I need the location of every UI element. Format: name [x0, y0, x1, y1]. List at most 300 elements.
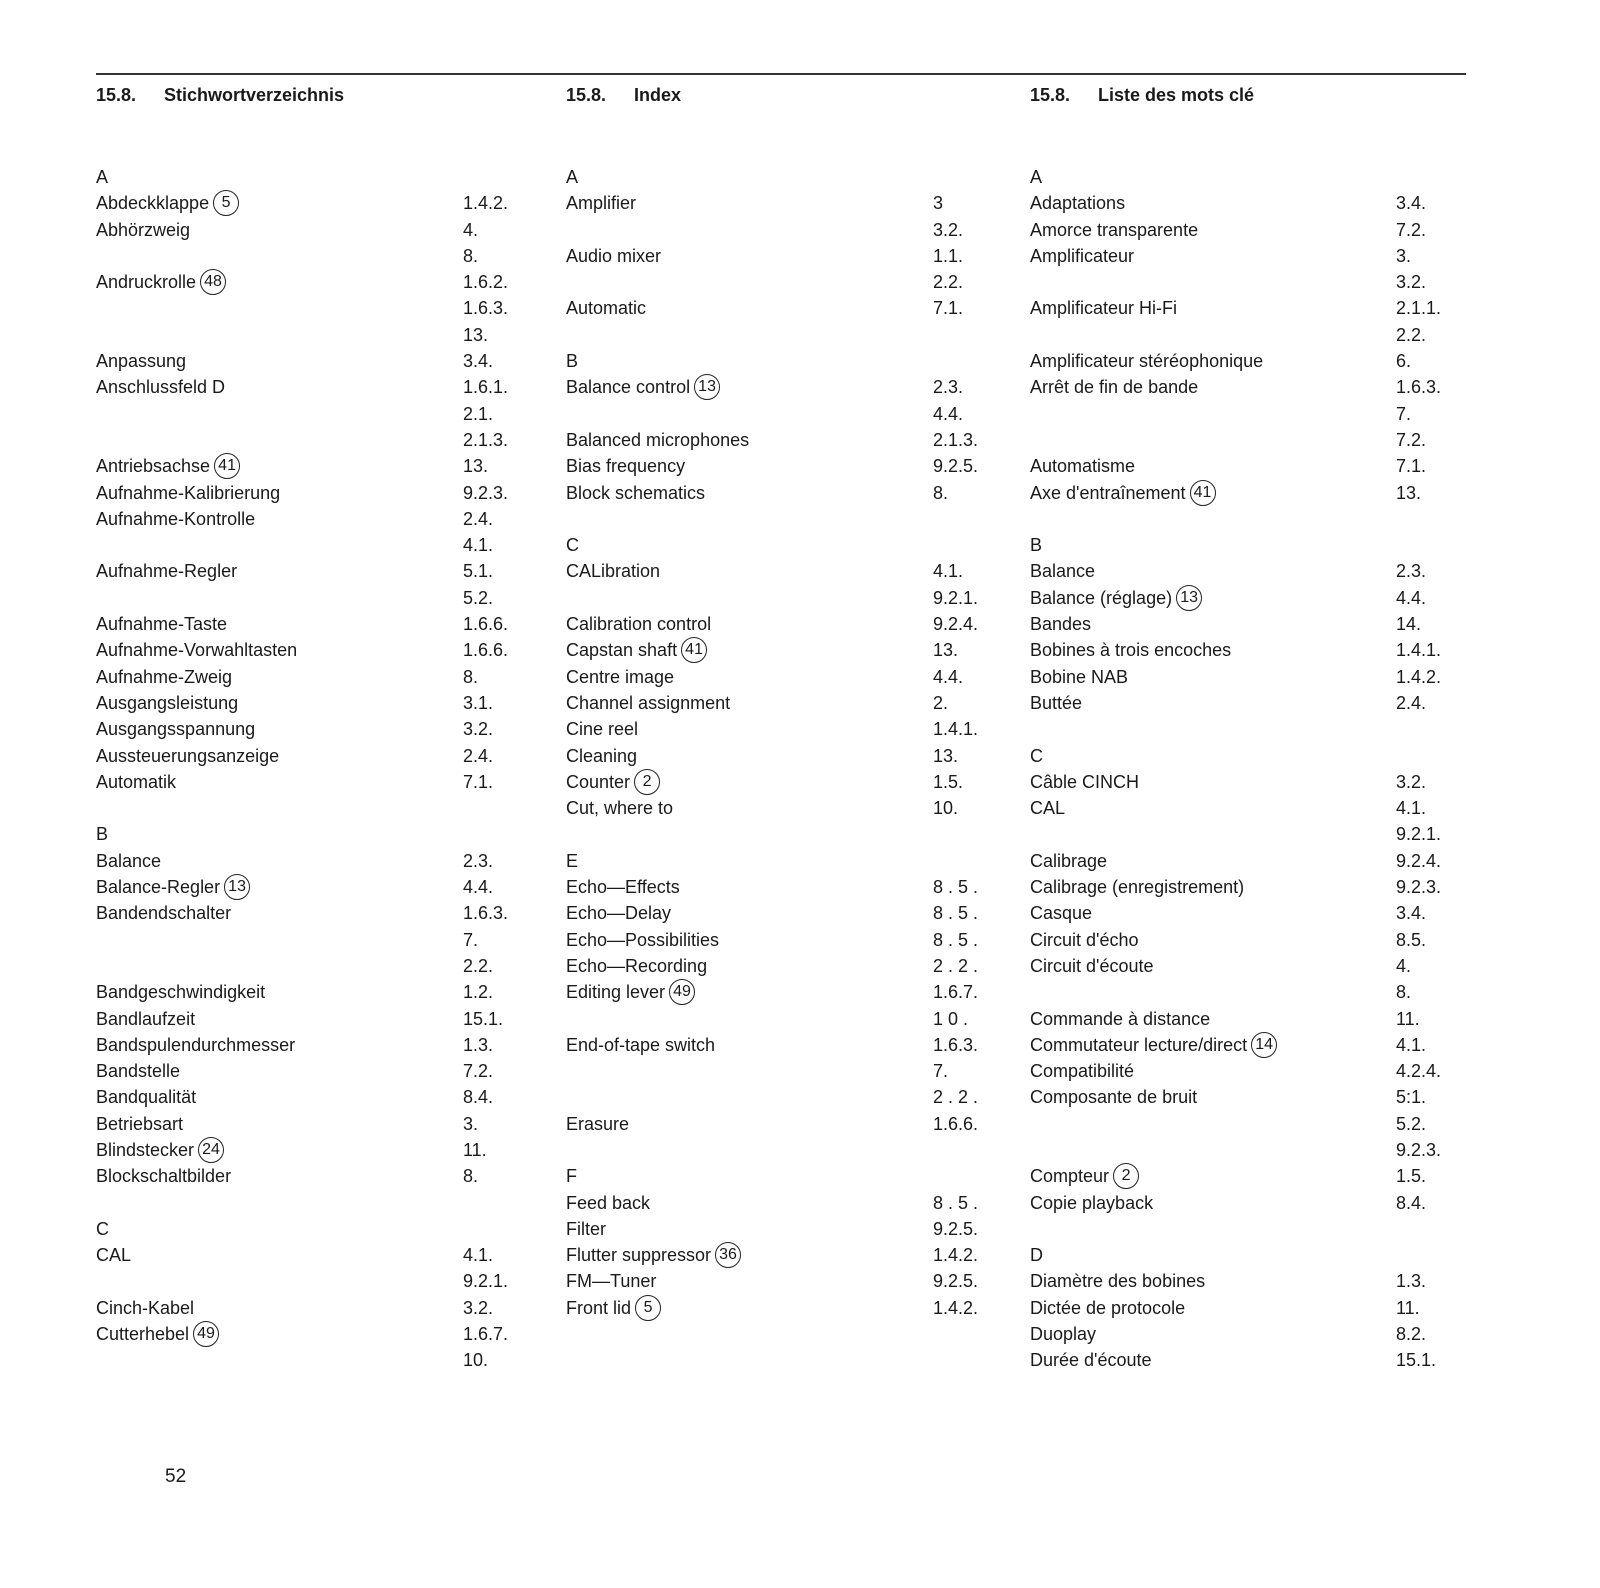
- section-reference: 9.2.3.: [463, 482, 509, 503]
- index-column-english: [566, 80, 986, 1321]
- index-entry: [566, 1058, 986, 1084]
- index-column-french: [1030, 80, 1470, 1374]
- section-reference: 2.3.: [463, 850, 494, 871]
- index-entry: [96, 1137, 526, 1163]
- index-term: F: [566, 1166, 577, 1187]
- section-number: 15.8.: [1030, 85, 1071, 105]
- index-term: Circuit d'écoute: [1030, 955, 1154, 976]
- index-letter-heading: [1030, 743, 1470, 769]
- section-reference: 7.: [933, 1061, 949, 1082]
- index-entry: [566, 953, 986, 979]
- section-reference: 2.1.1.: [1396, 298, 1442, 319]
- index-entry: [96, 1084, 526, 1110]
- index-term: Balance (réglage): [1030, 587, 1173, 608]
- section-reference: 8.2.: [1396, 1324, 1427, 1345]
- section-reference: 3.4.: [1396, 193, 1427, 214]
- index-term: Feed back: [566, 1192, 651, 1213]
- section-reference: 7.2.: [463, 1061, 494, 1082]
- index-letter-heading: [1030, 164, 1470, 190]
- section-reference: 7.: [463, 929, 479, 950]
- section-reference: 3.2.: [1396, 272, 1427, 293]
- section-reference: 8.: [463, 245, 479, 266]
- index-term: Diamètre des bobines: [1030, 1271, 1206, 1292]
- section-heading: [1030, 80, 1470, 110]
- section-reference: 4.1.: [463, 1245, 494, 1266]
- index-entry: [566, 453, 986, 479]
- index-entry: [1030, 848, 1470, 874]
- index-term: D: [1030, 1245, 1043, 1266]
- index-term: B: [96, 824, 109, 845]
- index-term: CAL: [1030, 798, 1066, 819]
- section-reference: 2.1.3.: [933, 429, 979, 450]
- index-term: Erasure: [566, 1113, 630, 1134]
- index-entry: [1030, 979, 1470, 1005]
- index-term: Antriebsachse: [96, 456, 211, 477]
- index-term: Compatibilité: [1030, 1061, 1135, 1082]
- index-entry: [1030, 585, 1470, 611]
- section-reference: 1.5.: [933, 771, 964, 792]
- index-term: Câble CINCH: [1030, 771, 1140, 792]
- index-entry: [1030, 374, 1470, 400]
- index-term: Echo—Effects: [566, 877, 680, 898]
- section-reference: 3: [933, 193, 944, 214]
- index-entry: [566, 1242, 986, 1268]
- index-term: Echo—Recording: [566, 955, 708, 976]
- section-reference: 1.2.: [463, 982, 494, 1003]
- index-term: Andruckrolle: [96, 272, 197, 293]
- index-term: Aufnahme-Zweig: [96, 666, 233, 687]
- index-entry: [96, 1032, 526, 1058]
- section-reference: 1.6.7.: [463, 1324, 509, 1345]
- section-number: 15.8.: [96, 85, 137, 105]
- section-title: Index: [634, 85, 682, 105]
- index-entry: [96, 927, 526, 953]
- index-term: Buttée: [1030, 692, 1083, 713]
- index-term: FM—Tuner: [566, 1271, 657, 1292]
- index-term: Bandes: [1030, 614, 1092, 635]
- index-term: Channel assignment: [566, 692, 731, 713]
- section-reference: 4.4.: [933, 403, 964, 424]
- index-term: Circuit d'écho: [1030, 929, 1139, 950]
- index-entry: [96, 637, 526, 663]
- index-term: Bobine NAB: [1030, 666, 1129, 687]
- section-reference: 1.6.6.: [933, 1113, 979, 1134]
- index-entry: [1030, 1268, 1470, 1294]
- index-entry: [96, 1163, 526, 1189]
- index-letter-heading: [96, 821, 526, 847]
- section-heading: [566, 80, 986, 110]
- index-entry: [96, 848, 526, 874]
- index-entries: [566, 164, 986, 1321]
- index-letter-heading: [96, 1216, 526, 1242]
- section-reference: 2 . 2 .: [933, 955, 979, 976]
- section-reference: 4.1.: [463, 535, 494, 556]
- index-term: Bandlaufzeit: [96, 1008, 196, 1029]
- section-reference: 4.: [463, 219, 479, 240]
- index-entry: [96, 1190, 526, 1216]
- index-term: C: [566, 535, 579, 556]
- index-term: Amplificateur: [1030, 245, 1135, 266]
- section-reference: 8.: [463, 1166, 479, 1187]
- index-entry: [96, 532, 526, 558]
- section-reference: 2.1.3.: [463, 429, 509, 450]
- index-term: Balance control: [566, 377, 691, 398]
- index-term: Aufnahme-Regler: [96, 561, 238, 582]
- index-term: Balance-Regler: [96, 877, 221, 898]
- index-entry: [566, 821, 986, 847]
- index-entry: [566, 1216, 986, 1242]
- index-term: Arrêt de fin de bande: [1030, 377, 1199, 398]
- index-entry: [566, 874, 986, 900]
- index-term: Bias frequency: [566, 456, 686, 477]
- section-reference: 1.6.1.: [463, 377, 509, 398]
- index-term: Commande à distance: [1030, 1008, 1211, 1029]
- index-entry: [96, 558, 526, 584]
- index-term: Blindstecker: [96, 1139, 195, 1160]
- index-term: Cutterhebel: [96, 1324, 190, 1345]
- section-reference: 9.2.1.: [933, 587, 979, 608]
- callout-number-badge: 49: [193, 1321, 219, 1347]
- section-number: 15.8.: [566, 85, 607, 105]
- index-entry: [96, 1111, 526, 1137]
- index-letter-heading: [1030, 532, 1470, 558]
- section-reference: 2.2.: [463, 955, 494, 976]
- index-entry: [566, 690, 986, 716]
- index-entry: [1030, 1190, 1470, 1216]
- index-term: Casque: [1030, 903, 1093, 924]
- index-entry: [566, 795, 986, 821]
- index-entry: [96, 401, 526, 427]
- index-term: Automatic: [566, 298, 647, 319]
- section-reference: 15.1.: [463, 1008, 504, 1029]
- index-entry: [1030, 637, 1470, 663]
- index-term: CALibration: [566, 561, 661, 582]
- index-term: Cine reel: [566, 719, 639, 740]
- index-entry: [1030, 874, 1470, 900]
- index-term: Aufnahme-Vorwahltasten: [96, 640, 298, 661]
- index-entry: [96, 953, 526, 979]
- index-entry: [566, 217, 986, 243]
- index-entry: [1030, 953, 1470, 979]
- index-entry: [566, 1006, 986, 1032]
- index-entries: [1030, 164, 1470, 1374]
- index-entry: [1030, 243, 1470, 269]
- section-reference: 9.2.3.: [1396, 1139, 1442, 1160]
- index-entry: [1030, 401, 1470, 427]
- section-reference: 8 . 5 .: [933, 1192, 979, 1213]
- top-rule: [96, 73, 1466, 75]
- index-entry: [566, 190, 986, 216]
- index-entry: [1030, 558, 1470, 584]
- section-reference: 8 . 5 .: [933, 903, 979, 924]
- section-reference: 3.: [463, 1113, 479, 1134]
- index-term: B: [566, 351, 579, 372]
- callout-number-badge: 41: [1190, 480, 1216, 506]
- index-entry: [1030, 269, 1470, 295]
- index-entry: [1030, 1032, 1470, 1058]
- index-entry: [96, 874, 526, 900]
- section-reference: 1.6.6.: [463, 614, 509, 635]
- index-entry: [1030, 769, 1470, 795]
- section-reference: 2.2.: [1396, 324, 1427, 345]
- index-term: Anschlussfeld D: [96, 377, 226, 398]
- index-entry: [96, 480, 526, 506]
- index-entry: [96, 690, 526, 716]
- callout-number-badge: 13: [224, 874, 250, 900]
- index-entry: [96, 1347, 526, 1373]
- index-entry: [566, 558, 986, 584]
- index-entry: [566, 1111, 986, 1137]
- callout-number-badge: 2: [634, 769, 660, 795]
- index-term: Front lid: [566, 1297, 632, 1318]
- index-term: Axe d'entraînement: [1030, 482, 1186, 503]
- index-entry: [96, 506, 526, 532]
- callout-number-badge: 41: [681, 637, 707, 663]
- index-term: A: [96, 167, 109, 187]
- section-reference: 8.: [1396, 982, 1412, 1003]
- index-term: E: [566, 850, 579, 871]
- index-entry: [566, 506, 986, 532]
- index-entry: [566, 295, 986, 321]
- index-term: Compteur: [1030, 1166, 1110, 1187]
- index-term: Balance: [96, 850, 162, 871]
- index-entry: [1030, 611, 1470, 637]
- index-entry: [566, 374, 986, 400]
- section-reference: 9.2.3.: [1396, 877, 1442, 898]
- section-reference: 1.4.1.: [1396, 640, 1442, 661]
- section-reference: 4.4.: [463, 877, 494, 898]
- index-entry: [566, 401, 986, 427]
- index-term: Calibrage (enregistrement): [1030, 877, 1245, 898]
- index-entry: [1030, 795, 1470, 821]
- section-reference: 5.1.: [463, 561, 494, 582]
- index-term: Bandqualität: [96, 1087, 197, 1108]
- index-term: CAL: [96, 1245, 132, 1266]
- section-reference: 1.6.3.: [1396, 377, 1442, 398]
- section-reference: 9.2.1.: [463, 1271, 509, 1292]
- section-reference: 15.1.: [1396, 1350, 1437, 1371]
- index-term: Blockschaltbilder: [96, 1166, 232, 1187]
- index-term: Audio mixer: [566, 245, 662, 266]
- index-entry: [1030, 453, 1470, 479]
- index-entry: [96, 1268, 526, 1294]
- section-reference: 1.1.: [933, 245, 964, 266]
- index-term: Cinch-Kabel: [96, 1297, 195, 1318]
- index-letter-heading: [566, 1163, 986, 1189]
- section-reference: 1.6.3.: [933, 1034, 979, 1055]
- section-reference: 1.4.2.: [933, 1297, 979, 1318]
- index-term: Copie playback: [1030, 1192, 1154, 1213]
- index-entry: [1030, 506, 1470, 532]
- index-term: Amplificateur Hi-Fi: [1030, 298, 1178, 319]
- section-reference: 13.: [933, 640, 959, 661]
- index-entry: [96, 348, 526, 374]
- index-term: Filter: [566, 1218, 606, 1239]
- index-entry: [96, 1295, 526, 1321]
- index-letter-heading: [566, 348, 986, 374]
- index-letter-heading: [566, 532, 986, 558]
- section-reference: 1.4.2.: [463, 193, 509, 214]
- index-entry: [96, 585, 526, 611]
- index-entry: [96, 611, 526, 637]
- index-term: Composante de bruit: [1030, 1087, 1198, 1108]
- index-entry: [1030, 348, 1470, 374]
- section-reference: 1 0 .: [933, 1008, 969, 1029]
- callout-number-badge: 49: [669, 979, 695, 1005]
- index-entry: [96, 427, 526, 453]
- index-term: Ausgangsleistung: [96, 692, 239, 713]
- section-reference: 4.1.: [933, 561, 964, 582]
- section-reference: 8.: [933, 482, 949, 503]
- index-entries: [96, 164, 526, 1374]
- index-column-german: [96, 80, 526, 1374]
- section-reference: 4.1.: [1396, 798, 1427, 819]
- index-term: Durée d'écoute: [1030, 1350, 1152, 1371]
- section-reference: 2.1.: [463, 403, 494, 424]
- index-term: Bandstelle: [96, 1061, 181, 1082]
- index-entry: [566, 269, 986, 295]
- index-term: Balance: [1030, 561, 1096, 582]
- index-entry: [1030, 716, 1470, 742]
- section-reference: 5.2.: [463, 587, 494, 608]
- index-term: Dictée de protocole: [1030, 1297, 1186, 1318]
- index-entry: [96, 190, 526, 216]
- section-reference: 9.2.5.: [933, 1271, 979, 1292]
- section-reference: 3.4.: [1396, 903, 1427, 924]
- index-term: Anpassung: [96, 351, 187, 372]
- index-letter-heading: [96, 164, 526, 190]
- section-reference: 2.3.: [1396, 561, 1427, 582]
- callout-number-badge: 5: [213, 190, 239, 216]
- section-reference: 11.: [1396, 1297, 1420, 1318]
- section-reference: 1.6.3.: [463, 298, 509, 319]
- index-term: Calibrage: [1030, 850, 1108, 871]
- index-entry: [566, 1190, 986, 1216]
- index-entry: [1030, 217, 1470, 243]
- index-entry: [96, 1058, 526, 1084]
- section-reference: 4.: [1396, 955, 1412, 976]
- section-reference: 5:1.: [1396, 1087, 1427, 1108]
- index-term: Amplifier: [566, 193, 637, 214]
- section-reference: 5.2.: [1396, 1113, 1427, 1134]
- section-reference: 8.4.: [1396, 1192, 1427, 1213]
- index-entry: [1030, 1347, 1470, 1373]
- section-reference: 1.3.: [1396, 1271, 1427, 1292]
- index-letter-heading: [566, 848, 986, 874]
- index-term: Editing lever: [566, 982, 666, 1003]
- section-reference: 1.6.7.: [933, 982, 979, 1003]
- section-reference: 6.: [1396, 351, 1412, 372]
- index-term: Aufnahme-Kontrolle: [96, 508, 256, 529]
- callout-number-badge: 36: [715, 1242, 741, 1268]
- index-entry: [96, 1242, 526, 1268]
- section-reference: 13.: [1396, 482, 1422, 503]
- section-reference: 1.4.2.: [933, 1245, 979, 1266]
- section-reference: 1.6.2.: [463, 272, 509, 293]
- section-reference: 8 . 5 .: [933, 929, 979, 950]
- section-reference: 3.1.: [463, 692, 494, 713]
- section-reference: 7.1.: [1396, 456, 1427, 477]
- index-entry: [566, 1084, 986, 1110]
- index-entry: [566, 243, 986, 269]
- index-term: Automatik: [96, 771, 177, 792]
- index-entry: [96, 979, 526, 1005]
- index-entry: [566, 637, 986, 663]
- callout-number-badge: 13: [1176, 585, 1202, 611]
- section-reference: 1.6.6.: [463, 640, 509, 661]
- index-entry: [566, 769, 986, 795]
- callout-number-badge: 13: [694, 374, 720, 400]
- index-term: Bandspulendurchmesser: [96, 1034, 296, 1055]
- index-entry: [96, 269, 526, 295]
- index-letter-heading: [566, 164, 986, 190]
- callout-number-badge: 14: [1251, 1032, 1277, 1058]
- section-reference: 2.: [933, 692, 949, 713]
- callout-number-badge: 48: [200, 269, 226, 295]
- index-term: Bobines à trois encoches: [1030, 640, 1232, 661]
- index-entry: [96, 1321, 526, 1347]
- index-term: Balanced microphones: [566, 429, 750, 450]
- index-entry: [1030, 1163, 1470, 1189]
- callout-number-badge: 41: [214, 453, 240, 479]
- index-entry: [566, 427, 986, 453]
- index-term: Amplificateur stéréophonique: [1030, 351, 1264, 372]
- index-term: Abhörzweig: [96, 219, 191, 240]
- index-term: Cleaning: [566, 745, 638, 766]
- index-entry: [1030, 1111, 1470, 1137]
- section-reference: 13.: [933, 745, 959, 766]
- section-reference: 1.3.: [463, 1034, 494, 1055]
- callout-number-badge: 5: [635, 1295, 661, 1321]
- section-reference: 14.: [1396, 614, 1422, 635]
- section-reference: 8.5.: [1396, 929, 1427, 950]
- index-term: End-of-tape switch: [566, 1034, 716, 1055]
- index-entry: [96, 795, 526, 821]
- index-entry: [96, 900, 526, 926]
- section-reference: 8.: [463, 666, 479, 687]
- section-reference: 9.2.5.: [933, 456, 979, 477]
- section-reference: 11.: [463, 1139, 487, 1160]
- index-entry: [96, 1006, 526, 1032]
- index-term: Cut, where to: [566, 798, 674, 819]
- index-entry: [96, 374, 526, 400]
- index-entry: [1030, 1058, 1470, 1084]
- index-term: Echo—Possibilities: [566, 929, 720, 950]
- index-entry: [1030, 480, 1470, 506]
- index-entry: [1030, 900, 1470, 926]
- index-term: Bandgeschwindigkeit: [96, 982, 266, 1003]
- page-number: 52: [165, 1466, 187, 1487]
- index-entry: [1030, 1295, 1470, 1321]
- index-entry: [96, 243, 526, 269]
- index-entry: [566, 979, 986, 1005]
- index-term: Centre image: [566, 666, 675, 687]
- index-term: Aufnahme-Taste: [96, 614, 228, 635]
- index-entry: [96, 217, 526, 243]
- section-reference: 2.3.: [933, 377, 964, 398]
- section-reference: 9.2.4.: [1396, 850, 1442, 871]
- index-entry: [96, 453, 526, 479]
- section-reference: 2.2.: [933, 272, 964, 293]
- section-reference: 2.4.: [1396, 692, 1427, 713]
- index-entry: [1030, 1084, 1470, 1110]
- index-entry: [566, 322, 986, 348]
- section-reference: 8.4.: [463, 1087, 494, 1108]
- index-entry: [96, 295, 526, 321]
- section-reference: 9.2.5.: [933, 1218, 979, 1239]
- section-reference: 3.: [1396, 245, 1412, 266]
- index-term: Capstan shaft: [566, 640, 678, 661]
